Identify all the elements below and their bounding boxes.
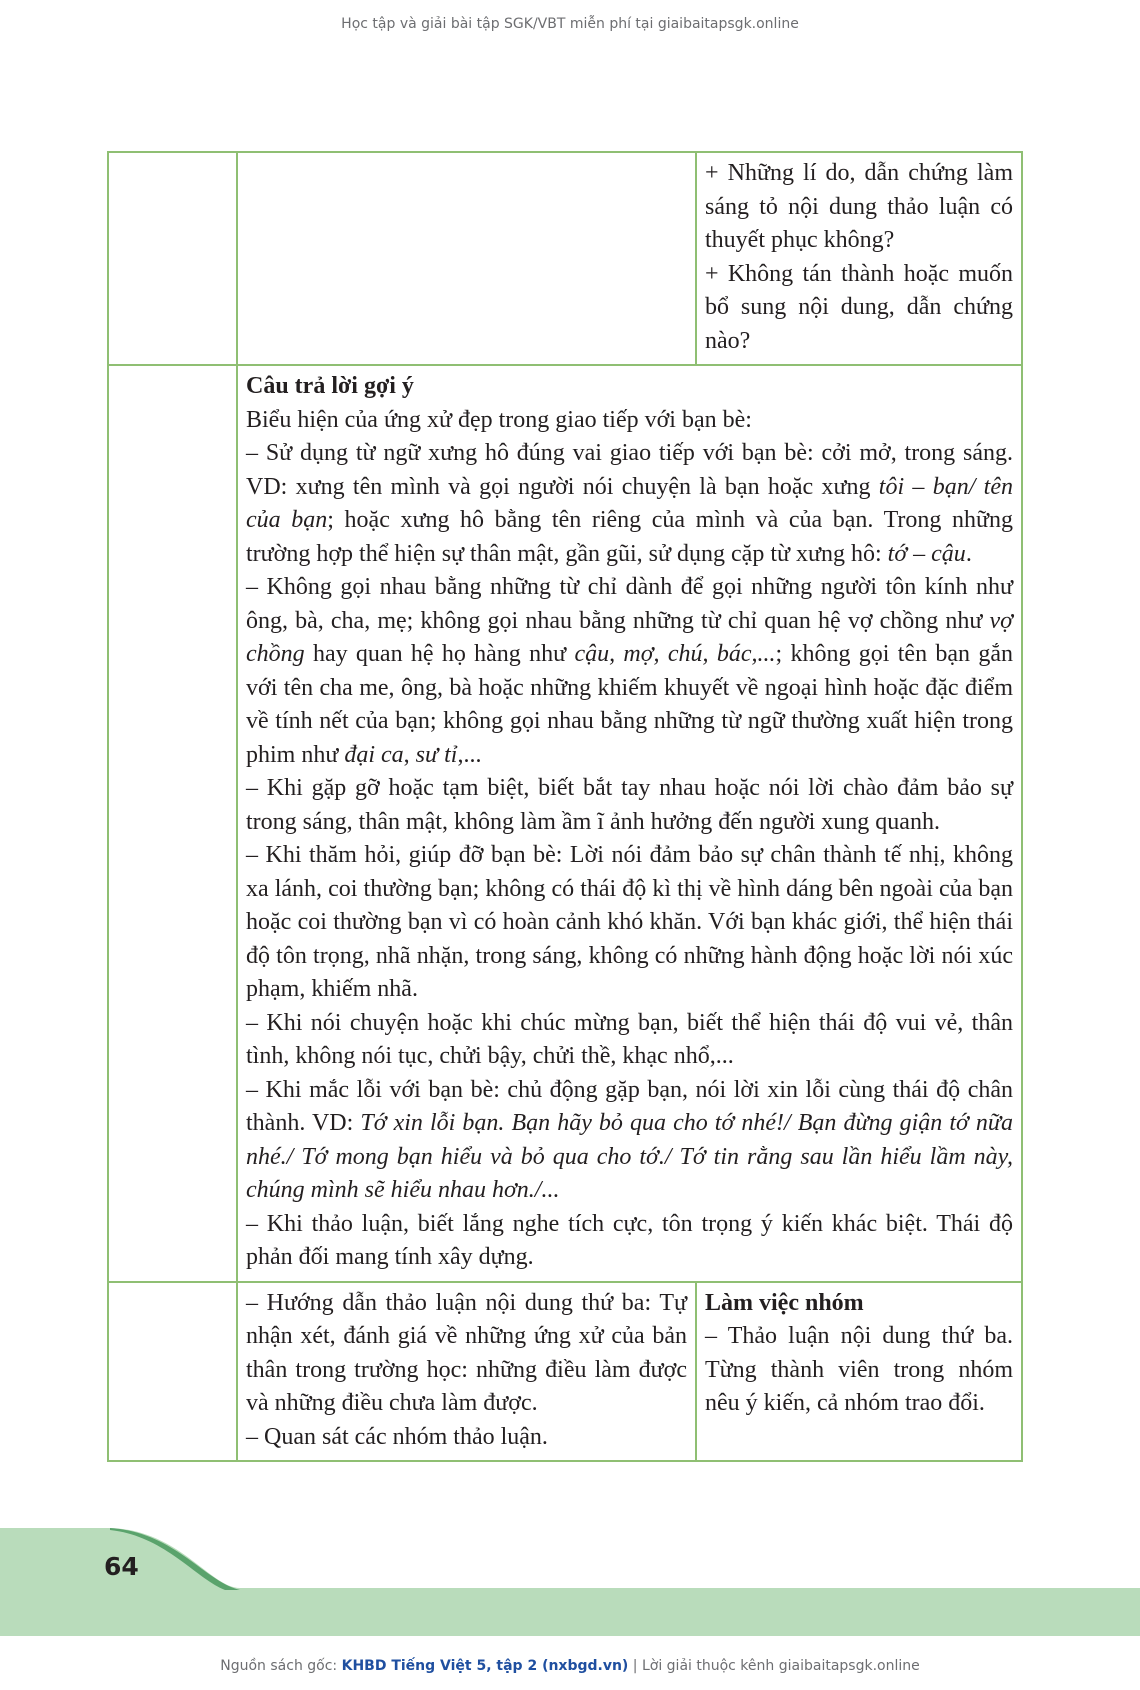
footer-source: Nguồn sách gốc: KHBD Tiếng Việt 5, tập 2 (nxbgd.vn) | Lời giải thuộc kênh giaibaitapsgk.online [220,1658,920,1674]
group-work-text: – Thảo luận nội dung thứ ba. Từng thành viên trong nhóm nêu ý kiến, cả nhóm trao đổi. [705,1323,1013,1416]
answer-paragraph: – Không gọi nhau bằng những từ chỉ dành để gọi những người tôn kính như ông, bà, cha, mẹ; không gọi nhau bằng những từ chỉ quan hệ vợ chồng như vợ chồng hay quan hệ họ hàng như cậu, mợ, chú, bác,...; không gọi tên bạn gắn với tên cha me, ông, bà hoặc những khiếm khuyết về ngoại hình hoặc đặc điểm về tính nết của bạn; không gọi nhau bằng những từ ngữ thường xuất hiện trong phim như đại ca, sư tỉ,... [246,574,1013,768]
teacher-activity-cell [237,1282,696,1462]
page-number: 64 [104,1552,139,1581]
teacher-observe: – Quan sát các nhóm thảo luận. [246,1423,548,1450]
header-note: Học tập và giải bài tập SGK/VBT miễn phí tại giaibaitapsgk.online [341,16,799,32]
footer-wave-band [0,1528,1140,1636]
lesson-table [107,151,1023,1462]
row1-col3 [696,152,1022,365]
answer-paragraph: – Khi gặp gỡ hoặc tạm biệt, biết bắt tay nhau hoặc nói lời chào đảm bảo sự trong sáng, thân mật, không làm ầm ĩ ảnh hưởng đến người xung quanh. [246,775,1013,835]
teacher-guide: – Hướng dẫn thảo luận nội dung thứ ba: Tự nhận xét, đánh giá về những ứng xử của bản thân trong trường học: những điều làm được và những điều chưa làm được. [246,1289,687,1416]
answer-heading: Câu trả lời gợi ý [246,373,414,399]
table-row [108,152,1022,365]
answer-paragraph: – Khi thảo luận, biết lắng nghe tích cực, tôn trọng ý kiến khác biệt. Thái độ phản đối mang tính xây dựng. [246,1210,1013,1270]
answer-paragraph: – Khi thăm hỏi, giúp đỡ bạn bè: Lời nói đảm bảo sự chân thành tế nhị, không xa lánh, coi thường bạn; không có thái độ kì thị về hình dáng bên ngoài của bạn hoặc coi thường bạn vì có hoàn cảnh khó khăn. Với bạn khác giới, thể hiện thái độ tôn trọng, nhã nhặn, trong sáng, không có những hành động hoặc lời nói xúc phạm, khiếm nhã. [246,842,1013,1002]
table-row [108,365,1022,1282]
row1-col2 [237,152,696,365]
answer-cell [237,365,1022,1282]
answer-paragraph: – Sử dụng từ ngữ xưng hô đúng vai giao tiếp với bạn bè: cởi mở, trong sáng. VD: xưng tên mình và gọi người nói chuyện là bạn hoặc xưng tôi – bạn/ tên của bạn; hoặc xưng hô bằng tên riêng của mình và của bạn. Trong những trường hợp thể hiện sự thân mật, gần gũi, sử dụng cặp từ xưng hô: tớ – cậu. [246,440,1013,567]
table-row [108,1282,1022,1462]
footer-band-light [0,1528,1140,1636]
criteria-line-2: + Không tán thành hoặc muốn bổ sung nội dung, dẫn chứng nào? [705,260,1013,354]
row1-col1 [108,152,237,365]
source-book-link[interactable]: KHBD Tiếng Việt 5, tập 2 (nxbgd.vn) [341,1658,629,1674]
row3-col1 [108,1282,237,1462]
answer-paragraph: – Khi mắc lỗi với bạn bè: chủ động gặp bạn, nói lời xin lỗi cùng thái độ chân thành. VD: Tớ xin lỗi bạn. Bạn hãy bỏ qua cho tớ nhé!/ Bạn đừng giận tớ nữa nhé./ Tớ mong bạn hiểu và bỏ qua cho tớ./ Tớ tin rằng sau lần hiểu lầm này, chúng mình sẽ hiểu nhau hơn./... [246,1076,1014,1203]
criteria-line-1: + Những lí do, dẫn chứng làm sáng tỏ nội dung thảo luận có thuyết phục không? [705,160,1013,253]
answer-intro: Biểu hiện của ứng xử đẹp trong giao tiếp với bạn bè: [246,406,752,433]
answer-paragraph: – Khi nói chuyện hoặc khi chúc mừng bạn, biết thể hiện thái độ vui vẻ, thân tình, không nói tục, chửi bậy, chửi thề, khạc nhổ,... [246,1009,1013,1069]
group-work-heading: Làm việc nhóm [705,1289,864,1316]
student-activity-cell [696,1282,1022,1462]
row2-col1 [108,365,237,1282]
